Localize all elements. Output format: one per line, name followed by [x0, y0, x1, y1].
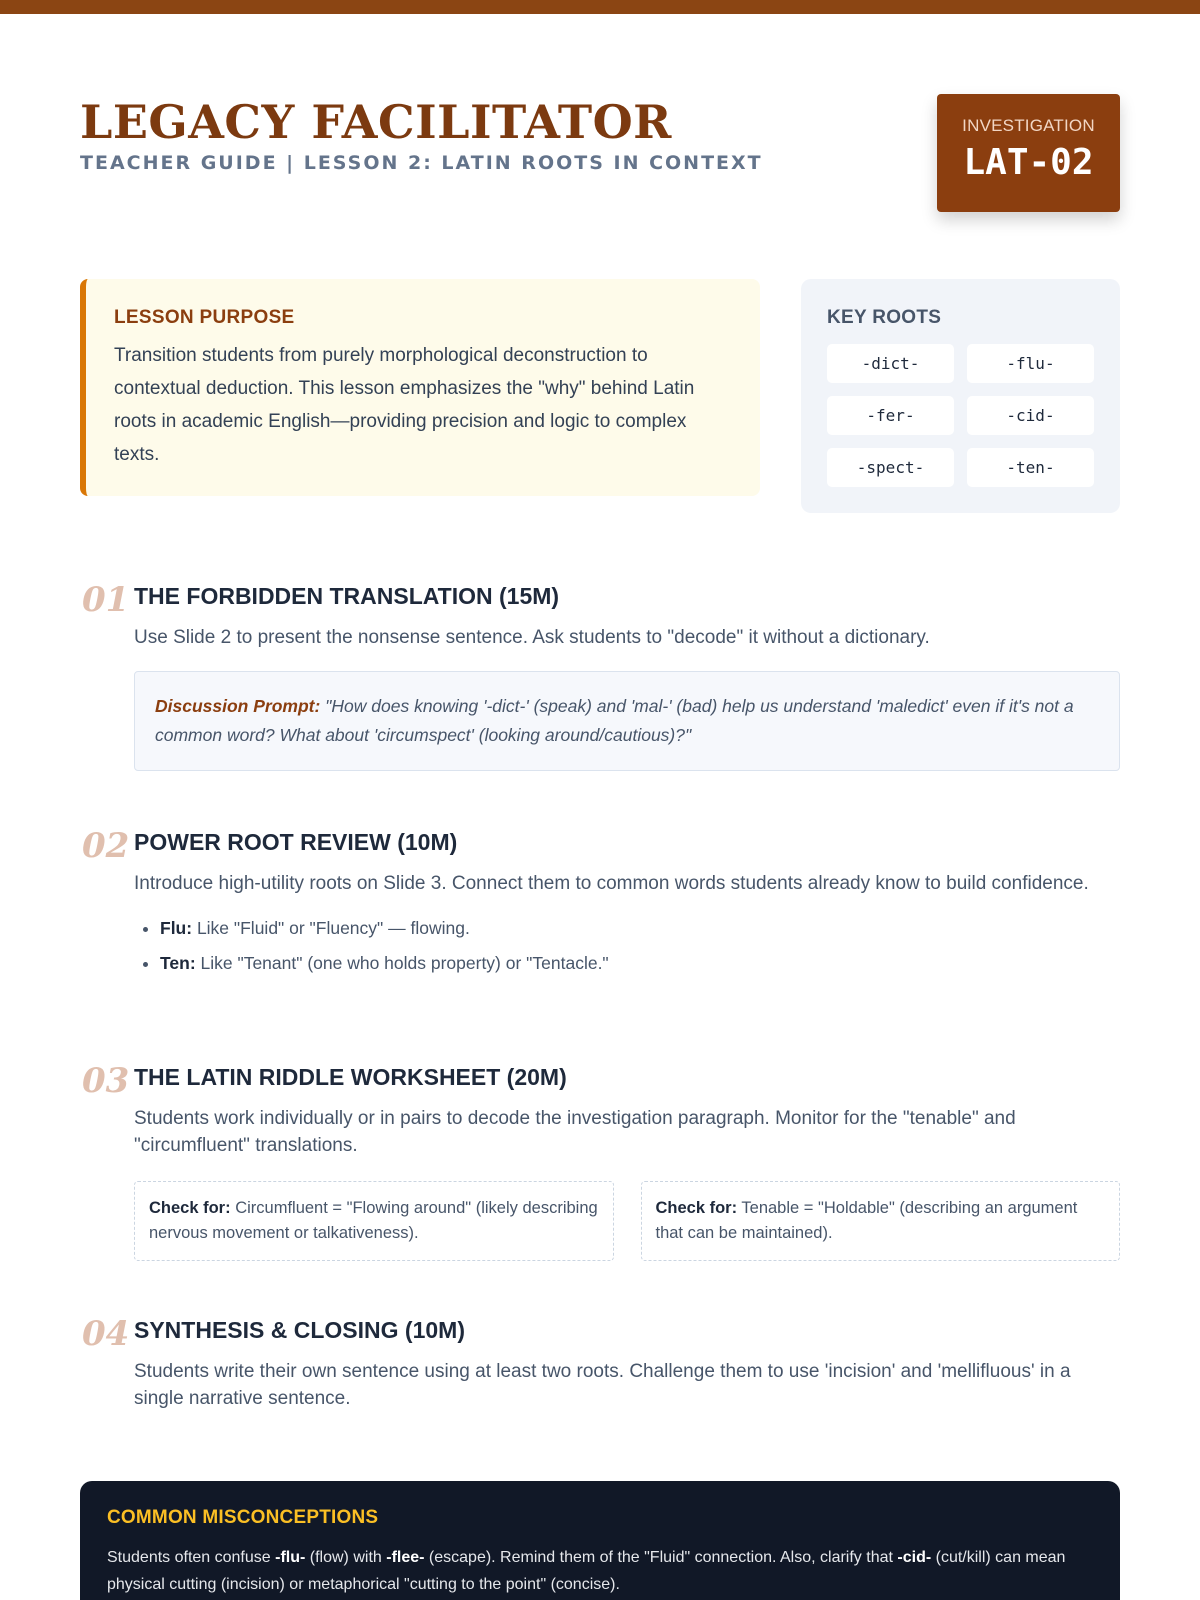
check-box — [641, 1181, 1121, 1261]
bullet-term: Ten: — [160, 953, 196, 973]
root-chip: -cid- — [967, 396, 1094, 435]
discussion-prompt-box — [134, 671, 1120, 771]
page-subtitle: TEACHER GUIDE | LESSON 2: LATIN ROOTS IN CONTEXT — [80, 152, 763, 174]
page-title: LEGACY FACILITATOR — [80, 95, 672, 149]
misconceptions-root: -flu- — [275, 1549, 306, 1566]
step-4 — [80, 1314, 1120, 1412]
check-label: Check for: — [655, 1199, 738, 1217]
step-2 — [80, 826, 1120, 987]
step-number: 01 — [82, 580, 130, 620]
key-roots-label: KEY ROOTS — [827, 307, 942, 328]
misconceptions-text-part: Students often confuse — [107, 1549, 276, 1566]
misconceptions-text — [107, 1544, 1093, 1598]
list-item — [160, 917, 1120, 939]
step-number: 03 — [82, 1061, 130, 1101]
discussion-prompt-text: "How does knowing '-dict-' (speak) and 'mal-' (bad) help us understand 'maledict' even if it's not a common word? What about 'circumspect' (looking around/cautious)?" — [155, 696, 1074, 745]
investigation-badge — [937, 94, 1120, 212]
key-roots-card — [801, 279, 1120, 513]
check-text: Circumfluent = "Flowing around" (likely describing nervous movement or talkativeness). — [149, 1199, 598, 1242]
bullet-desc: Like "Fluid" or "Fluency" — flowing. — [192, 918, 470, 938]
step-text: Introduce high-utility roots on Slide 3. Connect them to common words students already know to build confidence. — [134, 873, 1089, 894]
misconceptions-label: COMMON MISCONCEPTIONS — [107, 1507, 379, 1528]
step-title: SYNTHESIS & CLOSING (10M) — [134, 1317, 465, 1343]
check-label: Check for: — [149, 1199, 231, 1217]
bullet-term: Flu: — [160, 918, 193, 938]
root-chip: -ten- — [967, 448, 1094, 487]
lesson-purpose-card — [80, 279, 760, 496]
misconceptions-text-part: (escape). Remind them of the "Fluid" connection. Also, clarify that — [424, 1549, 898, 1566]
root-chip: -flu- — [967, 344, 1094, 383]
discussion-prompt-label: Discussion Prompt: — [155, 696, 321, 716]
step-text: Students write their own sentence using at least two roots. Challenge them to use 'incision' and 'mellifluous' in a single narrative sentence. — [134, 1361, 1071, 1409]
step-number: 04 — [82, 1314, 130, 1354]
step-text: Students work individually or in pairs to decode the investigation paragraph. Monitor for the "tenable" and "circumfluent" translations. — [134, 1108, 1016, 1156]
step-text: Use Slide 2 to present the nonsense sentence. Ask students to "decode" it without a dictionary. — [134, 627, 930, 648]
lesson-purpose-label: LESSON PURPOSE — [114, 307, 295, 328]
root-bullet-list — [134, 917, 1120, 974]
page-header — [80, 94, 1120, 214]
check-box — [134, 1181, 614, 1261]
step-3 — [80, 1061, 1120, 1261]
misconceptions-text-part: (flow) with — [305, 1549, 387, 1566]
common-misconceptions-card — [80, 1481, 1120, 1600]
step-1 — [80, 580, 1120, 771]
bullet-desc: Like "Tenant" (one who holds property) or "Tentacle." — [195, 953, 609, 973]
step-title: THE FORBIDDEN TRANSLATION (15M) — [134, 583, 560, 609]
misconceptions-root: -cid- — [897, 1549, 932, 1566]
step-title: THE LATIN RIDDLE WORKSHEET (20M) — [134, 1064, 567, 1090]
list-item — [160, 952, 1120, 974]
check-row — [134, 1181, 1120, 1261]
top-accent-bar — [0, 0, 1200, 14]
root-chip: -fer- — [827, 396, 954, 435]
root-chip: -spect- — [827, 448, 954, 487]
step-number: 02 — [82, 826, 130, 866]
root-chip: -dict- — [827, 344, 954, 383]
check-text: Tenable = "Holdable" (describing an argument that can be maintained). — [655, 1199, 1078, 1242]
lesson-purpose-text: Transition students from purely morphological deconstruction to contextual deduction. This lesson emphasizes the "why" behind Latin roots in academic English—providing precision and logic to complex texts. — [114, 345, 695, 465]
misconceptions-root: -flee- — [386, 1549, 425, 1566]
investigation-label: INVESTIGATION — [962, 116, 1095, 135]
step-title: POWER ROOT REVIEW (10M) — [134, 829, 458, 855]
misconceptions-text-part: (cut/kill) can mean physical cutting (incision) or metaphorical "cutting to the point" (concise). — [107, 1549, 1066, 1593]
key-roots-grid — [827, 344, 1094, 487]
investigation-code: LAT-02 — [963, 142, 1094, 183]
